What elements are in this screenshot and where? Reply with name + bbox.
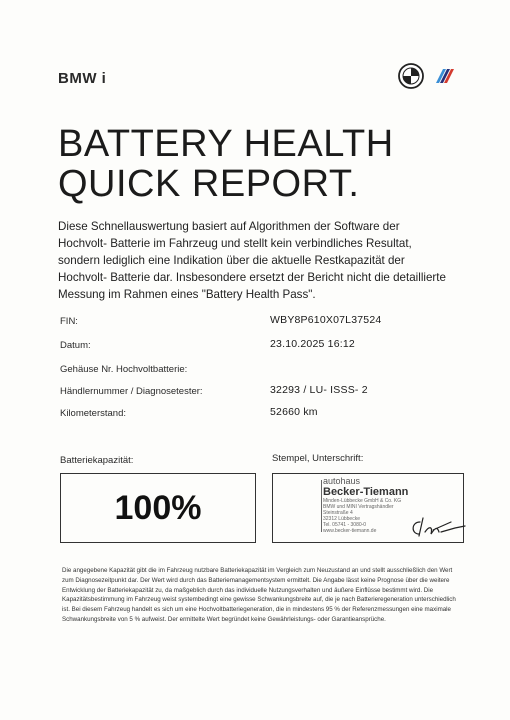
report-title — [58, 124, 478, 204]
stamp-detail: Steinstraße 4 — [323, 510, 353, 516]
stamp-detail: Minden-Lübbecke GmbH & Co. KG — [323, 498, 402, 504]
brand-logos — [398, 63, 462, 89]
field-label: Händlernummer / Diagnosetester: — [60, 386, 203, 397]
intro-paragraph: Diese Schnellauswertung basiert auf Algorithmen der Software der Hochvolt- Batterie im Fahrzeug und stellt kein verbindliches Resultat, sondern lediglich eine Indikation über die aktuelle Restkapazität der Hochvolt- Batterie dar. Insbesondere ersetzt der Bericht nicht die detaillierte Messung im Rahmen eines "Battery Health Pass". — [58, 220, 446, 301]
bmw-m-stripes-icon — [436, 69, 454, 83]
title-line-1: BATTERY HEALTH — [58, 123, 394, 165]
field-value: 32293 / LU- ISSS- 2 — [270, 384, 368, 396]
handwritten-signature — [407, 514, 467, 540]
field-label: FIN: — [60, 316, 78, 327]
stamp-divider — [321, 480, 322, 532]
stamp-label: Stempel, Unterschrift: — [272, 453, 364, 464]
field-row-dealer — [60, 386, 460, 404]
bmw-roundel-icon — [399, 64, 423, 88]
field-row-fin — [60, 316, 460, 334]
stamp-detail: BMW und MINI Vertragshändler — [323, 504, 394, 510]
brand-name: BMW i — [58, 70, 107, 87]
field-value: WBY8P610X07L37524 — [270, 314, 382, 326]
disclaimer-footnote: Die angegebene Kapazität gibt die im Fahrzeug nutzbare Batteriekapazität im Vergleich zum Neuzustand an und stellt ausschließlich den Wert zum Diagnosezeitpunkt dar. Der Wert wird durch das Batteriemanagementsystem ermittelt. Die Angabe lässt keine Prognose über die weitere Entwicklung der Batteriekapazität zu, da maßgeblich durch das individuelle Nutzungsverhalten und äußere Einflüsse bestimmt wird. Die Kapazitätsbestimmung im Fahrzeug weist systembedingt eine gewisse Schwankungsbreite auf, die je nach Batterieregeneration unterschiedlich ist. Bei diesem Fahrzeug handelt es sich um eine Hochvoltbatteriegeneration, die in mindestens 95 % der Referenzmessungen eine maximale Schwankungsbreite von 5 % aufweist. Der ermittelte Wert begründet keine Gewährleistungs- oder Garantieansprüche. — [62, 567, 456, 623]
stamp-box — [272, 473, 464, 543]
field-label: Datum: — [60, 340, 91, 351]
stamp-detail: 32312 Lübbecke — [323, 516, 360, 522]
stamp-line-1: autohaus — [323, 476, 361, 486]
field-value: 52660 km — [270, 406, 318, 418]
stamp-detail: www.becker-tiemann.de — [323, 528, 377, 534]
stamp-detail: Tel. 05741 - 3080-0 — [323, 522, 367, 528]
field-row-battery-housing — [60, 364, 460, 382]
capacity-box — [60, 473, 256, 543]
capacity-label: Batteriekapazität: — [60, 455, 134, 466]
stamp-line-2: Becker-Tiemann — [323, 486, 409, 498]
field-label: Gehäuse Nr. Hochvoltbatterie: — [60, 364, 188, 375]
field-row-mileage — [60, 408, 460, 426]
title-line-2: QUICK REPORT. — [58, 163, 360, 205]
field-value: 23.10.2025 16:12 — [270, 338, 355, 350]
capacity-value: 100% — [114, 488, 202, 527]
field-label: Kilometerstand: — [60, 408, 127, 419]
field-row-date — [60, 340, 460, 358]
